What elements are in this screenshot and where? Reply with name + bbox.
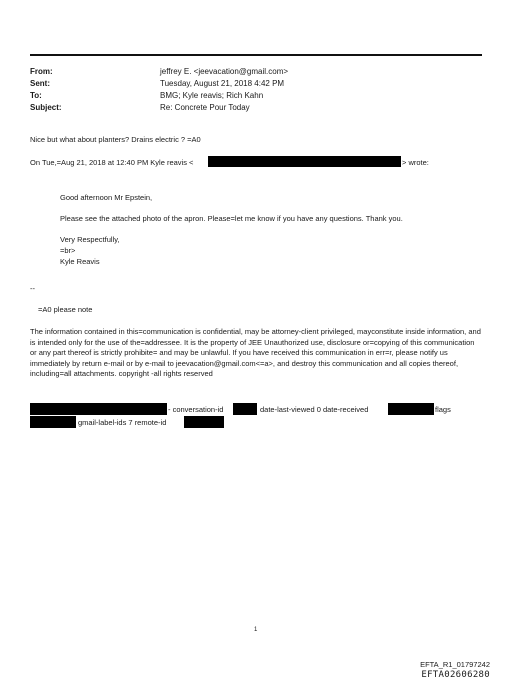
- meta-labels: gmail-label-ids 7 remote-id: [78, 418, 167, 427]
- separator: --: [30, 284, 35, 293]
- footer-id-1: EFTA_R1_01797242: [420, 660, 490, 669]
- disclaimer: The information contained in this=communication is confidential, may be attorney-client privileged, mayconstitute inside information, and is intended only for the use of the=addressee. It is the property of JEE Unauthorized use, disclosure or=copying of this communication or any part thereof is strictly prohibite= and may be unlawful. If you have received this communication in err=r, please notify us immediately by return e-mail or by e-mail to jeevacation@gmail.com<=a>, and destroy this communication and all copies thereof, including=all attachments. copyright -all rights reserved: [30, 327, 481, 378]
- quote-intro: On Tue,=Aug 21, 2018 at 12:40 PM Kyle reavis <: [30, 158, 194, 167]
- note-line: =A0 please note: [38, 305, 93, 314]
- signature-line-2: =br>: [60, 246, 76, 255]
- sent-label: Sent:: [30, 79, 50, 88]
- subject-label: Subject:: [30, 103, 62, 112]
- redaction-4: [30, 416, 76, 428]
- meta-flags: flags: [435, 405, 451, 414]
- sent-value: Tuesday, August 21, 2018 4:42 PM: [160, 79, 285, 88]
- signature-name: Kyle Reavis: [60, 257, 100, 266]
- to-label: To:: [30, 91, 42, 100]
- footer-id-2: EFTA02606280: [421, 670, 490, 680]
- redaction-email: [208, 156, 401, 167]
- greeting: Good afternoon Mr Epstein,: [60, 193, 153, 202]
- from-value: jeffrey E. <jeevacation@gmail.com>: [160, 67, 289, 76]
- to-value: BMG; Kyle reavis; Rich Kahn: [160, 91, 264, 100]
- reply-line: Nice but what about planters? Drains electric ? =A0: [30, 135, 201, 144]
- header-rule: [30, 54, 482, 56]
- redaction-1: [30, 403, 167, 415]
- redaction-2: [233, 403, 257, 415]
- signature-line-1: Very Respectfully,: [60, 235, 120, 244]
- page-number: 1: [254, 627, 258, 633]
- redaction-3: [388, 403, 434, 415]
- meta-date: date-last-viewed 0 date-received: [260, 405, 369, 414]
- message: Please see the attached photo of the apron. Please=let me know if you have any questions. Thank you.: [60, 214, 403, 223]
- subject-value: Re: Concrete Pour Today: [160, 103, 250, 112]
- redaction-5: [184, 416, 224, 428]
- meta-conversation: - conversation-id: [168, 405, 224, 414]
- quote-wrote: > wrote:: [402, 158, 429, 167]
- from-label: From:: [30, 67, 53, 76]
